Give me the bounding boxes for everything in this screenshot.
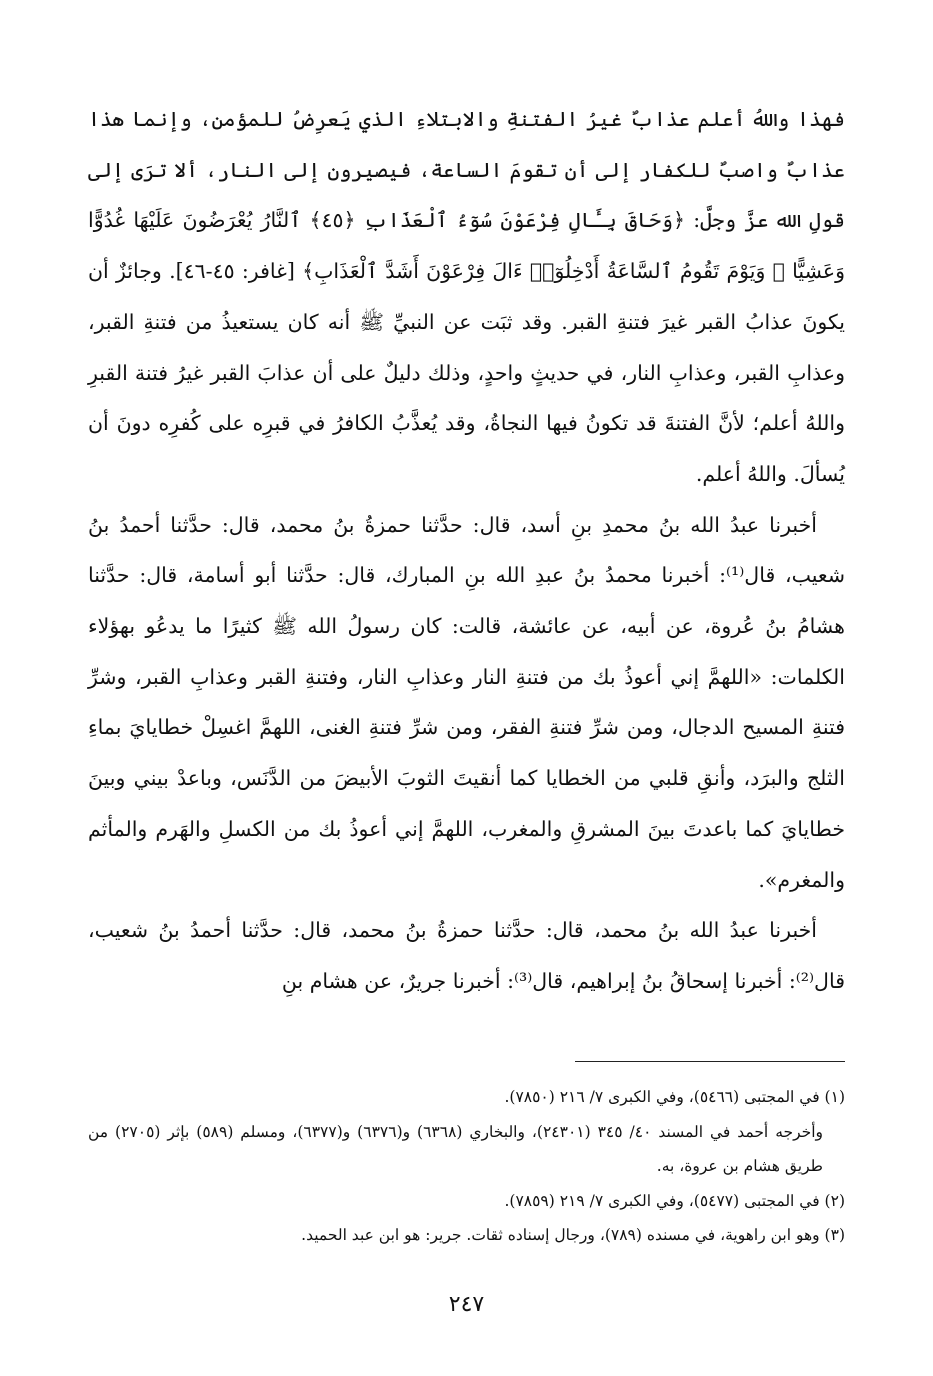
main-text [88, 94, 845, 1007]
paragraph-hadith-1: أخبرنا عبدُ الله بنُ محمدِ بنِ أسد، قال: حدَّثنا حمزةُ بنُ محمد، قال: حدَّثنا أحمدُ بنُ شعيب، قال⁽¹⁾: أخبرنا محمدُ بنُ عبدِ الله بنِ المبارك، قال: حدَّثنا أبو أسامة، قال: حدَّثنا هشامُ بنُ عُروة، عن أبيه، عن عائشة، قالت: كان رسولُ الله ﷺ كثيرًا ما يدعُو بهؤلاء الكلمات: «اللهمَّ إني أعوذُ بك من فتنةِ النار وعذابِ النار، وفتنةِ القبر وعذابِ القبر، وشرِّ فتنةِ المسيح الدجال، ومن شرِّ فتنةِ الفقر، ومن شرِّ فتنةِ الغنى، اللهمَّ اغسِلْ خطايايَ بماءِ الثلج والبرَد، وأنقِ قلبي من الخطايا كما أنقيتَ الثوبَ الأبيضَ من الدَّنَس، وباعدْ بيني وبينَ خطايايَ كما باعدتَ بينَ المشرقِ والمغرب، اللهمَّ إني أعوذُ بك من الكسلِ والهَرم والمأثم والمغرم». [88, 512, 845, 892]
page-number: ٢٤٧ [448, 1292, 485, 1317]
footnotes [88, 1080, 845, 1253]
footnote-divider [575, 1061, 845, 1062]
footnote-1-continuation: وأخرجه أحمد في المسند ٤٠/ ٣٤٥ (٢٤٣٠١)، والبخاري (٦٣٦٨) و(٦٣٧٦) و(٦٣٧٧)، ومسلم (٥٨٩) بإثر (٢٧٠٥) من طريق هشام بن عروة، به. [88, 1122, 824, 1176]
footnote-3: (٣) وهو ابن راهوية، في مسنده (٧٨٩)، ورجال إسناده ثقات. جرير: هو ابن عبد الحميد. [301, 1226, 845, 1245]
paragraph-hadith-2: أخبرنا عبدُ الله بنُ محمد، قال: حدَّثنا حمزةُ بنُ محمد، قال: حدَّثنا أحمدُ بنُ شعيب، قال⁽²⁾: أخبرنا إسحاقُ بنُ إبراهيم، قال⁽³⁾: أخبرنا جريرٌ، عن هشام بنِ [88, 918, 845, 993]
paragraph-commentary: فهذا واللهُ أعلم عذابٌ غيرُ الفتنةِ والابتلاءِ الذي يَعرِضُ للمؤمن، وإنما هذا عذابٌ واصبٌ للكفار إلى أن تقومَ الساعة، فيصيرون إلى النار، ألا ترَى إلى قولِ الله عزَّ وجلَّ: ﴿وَحَاقَ بِـَٔالِ فِرْعَوْنَ سُوٓءُ ٱلْعَذَابِ ﴿٤٥﴾ ٱلنَّارُ يُعْرَضُونَ عَلَيْهَا غُدُوًّا وَعَشِيًّا ۖ وَيَوْمَ تَقُومُ ٱلسَّاعَةُ أَدْخِلُوٓا۟ ءَالَ فِرْعَوْنَ أَشَدَّ ٱلْعَذَابِ﴾ [غافر: ٤٥-٤٦]. وجائزٌ أن يكونَ عذابُ القبر غيرَ فتنةِ القبر. وقد ثبَت عن النبيِّ ﷺ أنه كان يستعيذُ من فتنةِ القبر، وعذابِ القبر، وعذابِ النار، في حديثٍ واحدٍ، وذلك دليلٌ على أن عذابَ القبر غيرُ فتنة القبرِ واللهُ أعلم؛ لأنَّ الفتنةَ قد تكونُ فيها النجاةُ، وقد يُعذَّبُ الكافرُ في قبرِه على كُفرِه دونَ أن يُسألَ. واللهُ أعلم. [88, 107, 845, 486]
footnote-1: (١) في المجتبى (٥٤٦٦)، وفي الكبرى ٧/ ٢١٦ (٧٨٥٠). [504, 1088, 845, 1106]
footnote-2: (٢) في المجتبى (٥٤٧٧)، وفي الكبرى ٧/ ٢١٩ (٧٨٥٩). [504, 1191, 845, 1210]
